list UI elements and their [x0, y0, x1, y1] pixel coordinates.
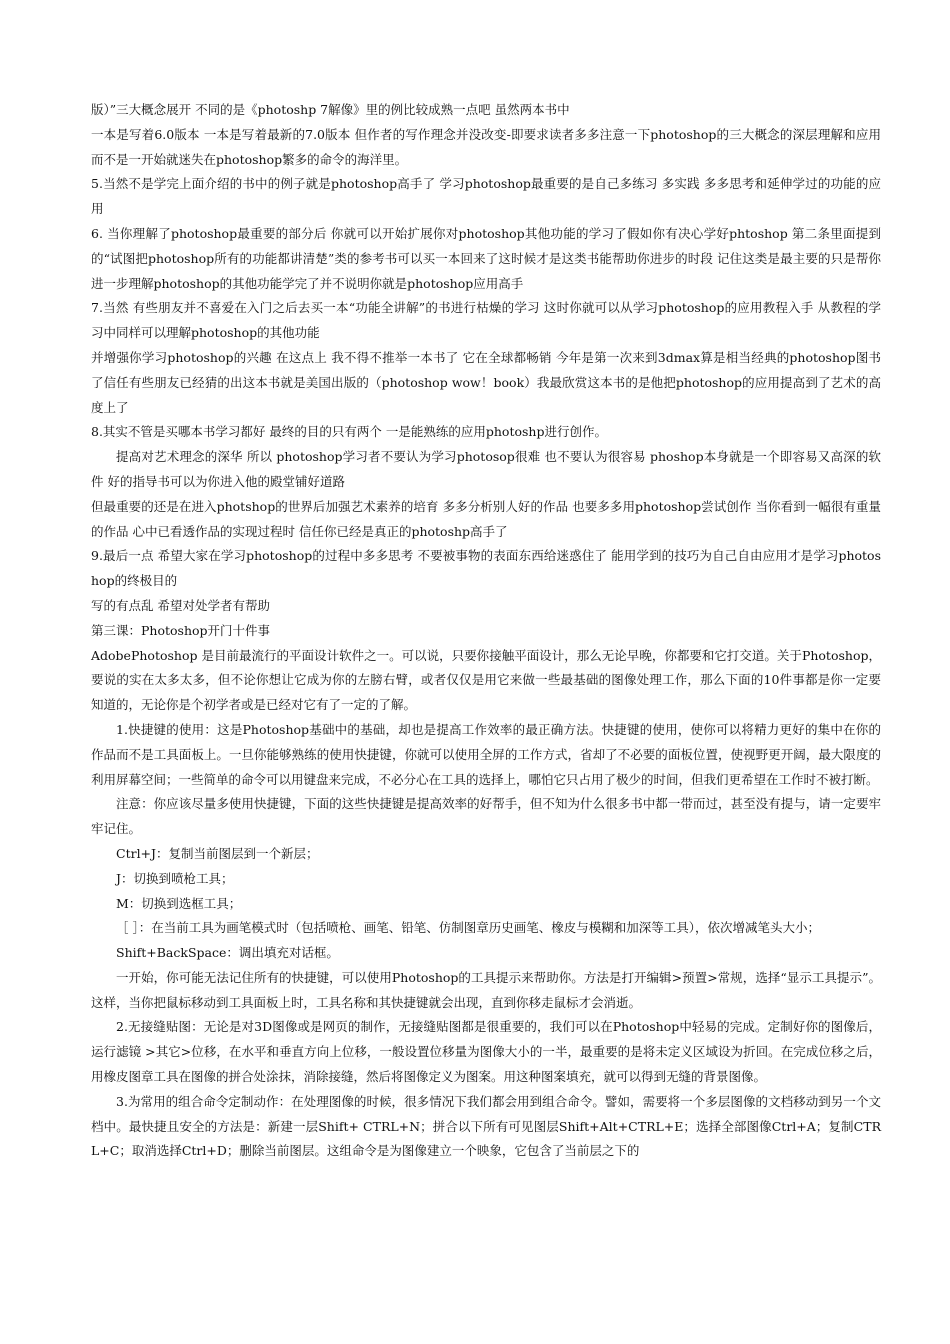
shortcut-j: J：切换到喷枪工具；	[116, 870, 234, 886]
paragraph-4: 6. 当你理解了photoshop最重要的部分后 你就可以开始扩展你对photoshop其他功能的学习了假如你有决心学好phtoshop 第二条里面提到的“试图把photoshop所有的功能都讲清楚”类的参考书可以买一本回来了这时候才是这类书能帮助你进步的时段 记住这类是最主要的只是帮你进一步理解photoshop的其他功能学完了并不说明你就是photoshop应用高手	[91, 225, 881, 291]
shortcut-m: M：切换到选框工具；	[116, 895, 242, 911]
document-body	[91, 98, 881, 1164]
paragraph-8: 提高对艺术理念的深华 所以 photoshop学习者不要认为学习photosop很难 也不要认为很容易 phoshop本身就是一个即容易又高深的软件 好的指导书可以为你进入他的殿堂铺好道路	[91, 449, 881, 489]
paragraph-22: 2.无接缝贴图：无论是对3D图像或是网页的制作，无接缝贴图都是很重要的，我们可以在Photoshop中轻易的完成。定制好你的图像后，运行滤镜 >其它>位移，在水平和垂直方向上位移，一般设置位移量为图像大小的一半，最重要的是将未定义区域设为折回。在完成位移之后，用橡皮图章工具在图像的拼合处涂抹，消除接缝，然后将图像定义为图案。用这种图案填充，就可以得到无缝的背景图像。	[91, 1019, 881, 1085]
paragraph-5: 7.当然 有些朋友并不喜爱在入门之后去买一本“功能全讲解”的书进行枯燥的学习 这时你就可以从学习photoshop的应用教程入手 从教程的学习中同样可以理解photoshop的其他功能	[91, 300, 881, 341]
shortcut-ctrl-j: Ctrl+J：复制当前图层到一个新层；	[116, 845, 319, 861]
shortcut-shift-backspace: Shift+BackSpace：调出填充对话框。	[116, 945, 339, 961]
paragraph-2: 一本是写着6.0版本 一本是写着最新的7.0版本 但作者的写作理念并没改变-即要求读者多多注意一下photoshop的三大概念的深层理解和应用 而不是一开始就迷失在photoshop繁多的命令的海洋里。	[91, 126, 881, 167]
paragraph-9: 但最重要的还是在进入photshop的世界后加强艺术素养的培育 多多分析别人好的作品 也要多多用photoshop尝试创作 当你看到一幅很有重量的作品 心中已看透作品的实现过程时 信任你已经是真正的photoshp高手了	[91, 498, 881, 539]
paragraph-21: 一开始，你可能无法记住所有的快捷键，可以使用Photoshop的工具提示来帮助你。方法是打开编辑>预置>常规，选择“显示工具提示”。这样，当你把鼠标移动到工具面板上时，工具名称和其快捷键就会出现，直到你移走鼠标才会消逝。	[91, 969, 881, 1010]
paragraph-1: 版）”三大概念展开 不同的是《photoshp 7解像》里的例比较成熟一点吧 虽然两本书中	[91, 102, 570, 117]
shortcut-brackets: ［ ］：在当前工具为画笔模式时（包括喷枪、画笔、铅笔、仿制图章历史画笔、橡皮与模糊和加深等工具），依次增减笔头大小；	[116, 920, 820, 936]
paragraph-10: 9.最后一点 希望大家在学习photoshop的过程中多多思考 不要被事物的表面东西给迷惑住了 能用学到的技巧为自己自由应用才是学习photoshop的终极目的	[91, 548, 881, 589]
paragraph-23: 3.为常用的组合命令定制动作：在处理图像的时候，很多情况下我们都会用到组合命令。譬如，需要将一个多层图像的文档移动到另一个文档中。最快捷且安全的方法是：新建一层Shift+ CTRL+N；拼合以下所有可见图层Shift+Alt+CTRL+E；选择全部图像Ctrl+A；复制CTRL+C；取消选择Ctrl+D；删除当前图层。这组命令是为图像建立一个映象，它包含了当前层之下的	[91, 1093, 881, 1159]
paragraph-3: 5.当然不是学完上面介绍的书中的例子就是photoshop高手了 学习photoshop最重要的是自己多练习 多实践 多多思考和延伸学过的功能的应用	[91, 176, 881, 217]
paragraph-15: 注意：你应该尽量多使用快捷键，下面的这些快捷键是提高效率的好帮手，但不知为什么很多书中都一带而过，甚至没有提与，请一定要牢牢记住。	[91, 796, 881, 837]
paragraph-11: 写的有点乱 希望对处学者有帮助	[91, 597, 270, 613]
paragraph-13: AdobePhotoshop 是目前最流行的平面设计软件之一。可以说，只要你接触平面设计，那么无论早晚，你都要和它打交道。关于Photoshop，要说的实在太多太多，但不论你想让它成为你的左膀右臂，或者仅仅是用它来做一些最基础的图像处理工作，那么下面的10件事都是你一定要知道的，无论你是个初学者或是已经对它有了一定的了解。	[91, 647, 881, 713]
paragraph-14: 1.快捷键的使用：这是Photoshop基础中的基础，却也是提高工作效率的最正确方法。快捷键的使用，使你可以将精力更好的集中在你的作品而不是工具面板上。一旦你能够熟练的使用快捷键，你就可以使用全屏的工作方式，省却了不必要的面板位置，使视野更开阔，最大限度的利用屏幕空间；一些简单的命令可以用键盘来完成，不必分心在工具的选择上，哪怕它只占用了极少的时间，但我们更希望在工作时不被打断。	[91, 721, 881, 787]
paragraph-6: 并增强你学习photoshop的兴趣 在这点上 我不得不推举一本书了 它在全球都畅销 今年是第一次来到3dmax算是相当经典的photoshop图书了信任有些朋友已经猜的出这本书就是美国出版的（photoshop wow！book）我最欣赏这本书的是他把photoshop的应用提高到了艺术的高度上了	[91, 349, 881, 415]
lesson-title: 第三课：Photoshop开门十件事	[91, 622, 271, 638]
paragraph-7: 8.其实不管是买哪本书学习都好 最终的目的只有两个 一是能熟练的应用photoshp进行创作。	[91, 424, 607, 440]
